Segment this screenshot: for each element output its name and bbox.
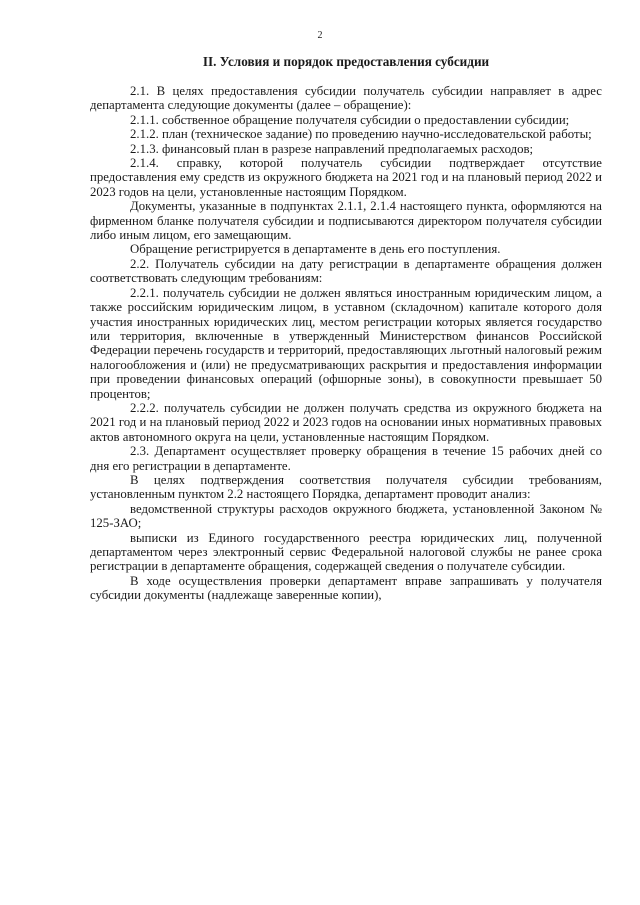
page-number: 2	[317, 30, 323, 41]
section-title: II. Условия и порядок предоставления субсидии	[202, 54, 490, 69]
paragraph-2-1-3: 2.1.3. финансовый план в разрезе направлений предполагаемых расходов;	[130, 141, 534, 156]
paragraph-2-2-1: 2.2.1. получатель субсидии не должен являться иностранным юридическим лицом, а также российским юридическим лицом, в уставном (складочном) капитале которого доля участия иностранных юридических лиц, местом регистрации которых является государство или территория, включенные в утвержденный Министерством финансов Российской Федерации перечень государств и территорий, предоставляющих льготный налоговый режим налогообложения и (или) не предусматривающих раскрытия и предоставления информации при проведении финансовых операций (офшорные зоны), в совокупности превышает 50 процентов;	[90, 285, 602, 401]
paragraph-2-1-1: 2.1.1. собственное обращение получателя субсидии о предоставлении субсидии;	[130, 112, 570, 127]
paragraph-2-2-2: 2.2.2. получатель субсидии не должен получать средства из окружного бюджета на 2021 год и на плановый период 2022 и 2023 годов на основании иных нормативных правовых актов автономного округа на цели, установленные настоящим Порядком.	[90, 400, 602, 444]
paragraph-analysis-budget: ведомственной структуры расходов окружного бюджета, установленной Законом № 125-ЗАО;	[90, 501, 602, 531]
paragraph-2-1: 2.1. В целях предоставления субсидии получатель субсидии направляет в адрес департамента следующие документы (далее – обращение):	[90, 84, 602, 113]
body-text	[90, 84, 602, 603]
paragraph-2-1-4: 2.1.4. справку, которой получатель субсидии подтверждает отсутствие предоставления ему средств из окружного бюджета на 2021 год и на плановый период 2022 и 2023 годов на цели, установленные настоящим Порядком.	[90, 156, 602, 199]
paragraph-registration: Обращение регистрируется в департаменте в день его поступления.	[130, 242, 501, 257]
paragraph-documents-format: Документы, указанные в подпунктах 2.1.1, 2.1.4 настоящего пункта, оформляются на фирменном бланке получателя субсидии и подписываются директором получателя субсидии либо иным лицом, его замещающим.	[90, 199, 602, 243]
paragraph-2-1-2: 2.1.2. план (техническое задание) по проведению научно-исследовательской работы;	[130, 127, 592, 142]
paragraph-2-2: 2.2. Получатель субсидии на дату регистрации в департаменте обращения должен соответствовать следующим требованиям:	[90, 256, 602, 286]
paragraph-analysis-egrul: выписки из Единого государственного реестра юридических лиц, полученной департаментом через электронный сервис Федеральной налоговой службы не ранее срока регистрации в департаменте обращения, содержащей сведения о получателе субсидии.	[90, 530, 602, 574]
paragraph-analysis-intro: В целях подтверждения соответствия получателя субсидии требованиям, установленным пунктом 2.2 настоящего Порядка, департамент проводит анализ:	[90, 472, 602, 502]
paragraph-request-documents: В ходе осуществления проверки департамент вправе запрашивать у получателя субсидии документы (надлежаще заверенные копии),	[90, 573, 602, 603]
paragraph-2-3: 2.3. Департамент осуществляет проверку обращения в течение 15 рабочих дней со дня его регистрации в департаменте.	[90, 444, 602, 473]
